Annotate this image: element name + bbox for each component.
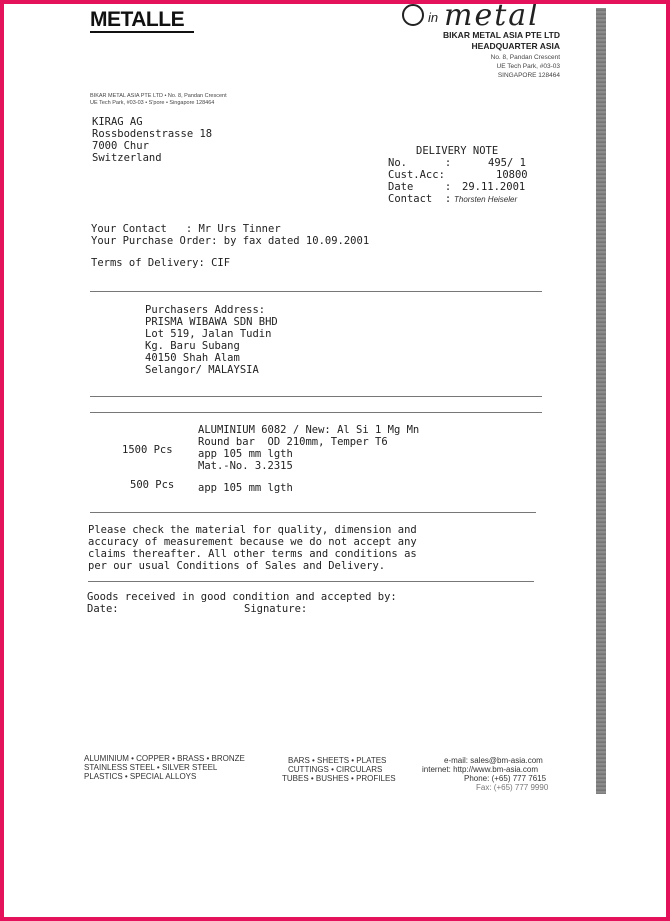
notice-line-3: claims thereafter. All other terms and conditions as [88, 548, 417, 560]
sender-line-2: UE Tech Park, #03-03 • S'pore • Singapore 128464 [90, 100, 215, 106]
recipient-line-3: 7000 Chur [92, 140, 149, 152]
date-value: 29.11.2001 [462, 181, 526, 193]
footer-materials-2: STAINLESS STEEL • SILVER STEEL [84, 763, 218, 772]
bikar-emblem-icon [402, 4, 424, 26]
item-description-1: ALUMINIUM 6082 / New: Al Si 1 Mg Mn [198, 424, 420, 436]
goods-received-line: Goods received in good condition and accepted by: [87, 591, 397, 603]
your-contact-line: Your Contact : Mr Urs Tinner [91, 223, 281, 235]
cust-acc-label: Cust.Acc: [388, 169, 445, 181]
company-address-3: SINGAPORE 128464 [497, 72, 560, 79]
company-name: BIKAR METAL ASIA PTE LTD [443, 30, 560, 40]
receipt-date-label: Date: [87, 603, 119, 615]
date-label: Date : [388, 181, 452, 193]
delivery-note-title: DELIVERY NOTE [416, 145, 499, 157]
footer-materials-3: PLASTICS • SPECIAL ALLOYS [84, 772, 197, 781]
sender-line-1: BIKAR METAL ASIA PTE LTD • No. 8, Pandan Crescent [90, 93, 227, 99]
item-2-quantity: 500 Pcs [130, 479, 175, 491]
footer-products-3: TUBES • BUSHES • PROFILES [282, 774, 396, 783]
delivery-note-page [4, 0, 666, 917]
recipient-line-4: Switzerland [92, 152, 162, 164]
purchaser-line-1: PRISMA WIBAWA SDN BHD [145, 316, 278, 328]
cust-acc-value: 10800 [496, 169, 528, 181]
company-address-2: UE Tech Park, #03-03 [496, 63, 560, 70]
delivery-no-label: No. : [388, 157, 452, 169]
footer-email: e-mail: sales@bm-asia.com [444, 756, 543, 765]
divider-1 [90, 291, 542, 292]
brand-in-text: in [428, 10, 439, 25]
delivery-no-value: 495/ 1 [488, 157, 526, 169]
purchaser-line-4: 40150 Shah Alam [145, 352, 240, 364]
company-division: HEADQUARTER ASIA [471, 41, 560, 51]
terms-of-delivery: Terms of Delivery: CIF [91, 257, 231, 269]
footer-materials-1: ALUMINIUM • COPPER • BRASS • BRONZE [84, 754, 245, 763]
divider-2 [90, 396, 542, 397]
footer-products-1: BARS • SHEETS • PLATES [288, 756, 387, 765]
purchaser-line-2: Lot 519, Jalan Tudin [145, 328, 272, 340]
metalle-logo: METALLE [90, 8, 185, 31]
item-1-quantity: 1500 Pcs [122, 444, 173, 456]
recipient-line-2: Rossbodenstrasse 18 [92, 128, 213, 140]
brand-metal-text: metal [444, 0, 540, 33]
notice-line-4: per our usual Conditions of Sales and Delivery. [88, 560, 386, 572]
item-2-length: app 105 mm lgth [198, 482, 293, 494]
scan-edge-shadow [596, 8, 606, 794]
divider-5 [88, 581, 534, 582]
purchaser-line-3: Kg. Baru Subang [145, 340, 240, 352]
footer-products-2: CUTTINGS • CIRCULARS [288, 765, 383, 774]
divider-3 [90, 412, 542, 413]
recipient-line-1: KIRAG AG [92, 116, 143, 128]
footer-fax: Fax: (+65) 777 9990 [476, 783, 549, 792]
footer-website: internet: http://www.bm-asia.com [422, 765, 539, 774]
divider-4 [90, 512, 536, 513]
purchaser-heading: Purchasers Address: [145, 304, 266, 316]
contact-value: Thorsten Heiseler [454, 195, 518, 204]
receipt-signature-label: Signature: [244, 603, 308, 615]
item-1-material-no: Mat.-No. 3.2315 [198, 460, 293, 472]
purchaser-line-5: Selangor/ MALAYSIA [145, 364, 259, 376]
item-description-2: Round bar OD 210mm, Temper T6 [198, 436, 388, 448]
footer-phone: Phone: (+65) 777 7615 [464, 774, 547, 783]
logo-underline [90, 31, 194, 33]
company-address-1: No. 8, Pandan Crescent [490, 54, 560, 61]
contact-label: Contact : [388, 193, 452, 205]
item-1-length: app 105 mm lgth [198, 448, 293, 460]
notice-line-2: accuracy of measurement because we do not accept any [88, 536, 417, 548]
purchase-order-line: Your Purchase Order: by fax dated 10.09.2001 [91, 235, 370, 247]
notice-line-1: Please check the material for quality, dimension and [88, 524, 417, 536]
